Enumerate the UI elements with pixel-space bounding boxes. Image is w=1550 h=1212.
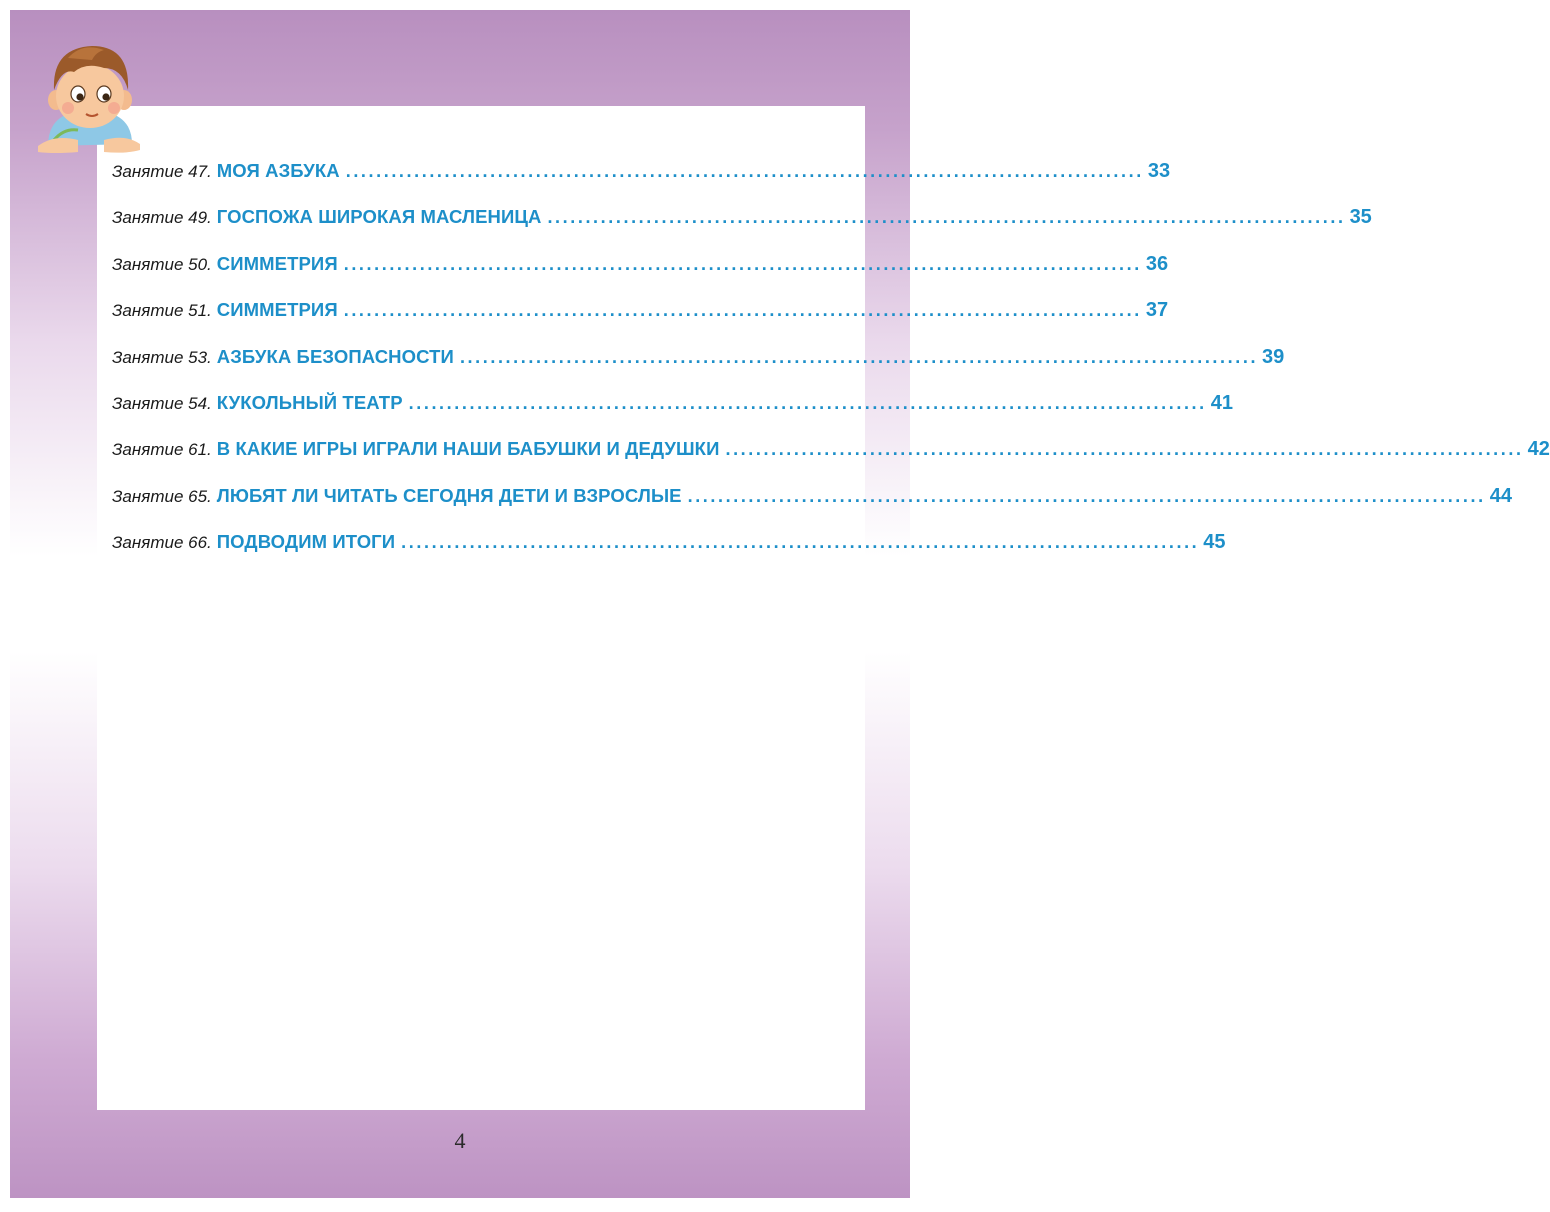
toc-entry[interactable] xyxy=(112,345,1285,392)
toc-entry[interactable] xyxy=(112,252,1169,299)
lesson-number: Занятие 61. xyxy=(112,440,212,460)
lesson-title: ЛЮБЯТ ЛИ ЧИТАТЬ СЕГОДНЯ ДЕТИ И ВЗРОСЛЫЕ xyxy=(216,484,682,506)
page-ref: 36 xyxy=(1145,252,1169,275)
dot-leader: ......................................................................................................... xyxy=(343,253,1142,274)
lesson-number: Занятие 66. xyxy=(112,533,212,553)
table-of-contents xyxy=(112,160,1550,578)
lesson-number: Занятие 54. xyxy=(112,393,212,413)
lesson-title: СИММЕТРИЯ xyxy=(216,252,338,274)
boy-mascot-icon xyxy=(34,38,144,158)
page-ref: 33 xyxy=(1147,160,1171,182)
lesson-title: СИММЕТРИЯ xyxy=(216,299,338,321)
lesson-title: АЗБУКА БЕЗОПАСНОСТИ xyxy=(216,345,454,367)
page-number: 4 xyxy=(454,1128,466,1153)
dot-leader: ......................................................................................................... xyxy=(725,439,1524,460)
page-ref: 45 xyxy=(1203,531,1226,554)
lesson-title: В КАКИЕ ИГРЫ ИГРАЛИ НАШИ БАБУШКИ И ДЕДУШКИ xyxy=(216,438,720,460)
page-ref: 44 xyxy=(1489,484,1512,507)
page-ref: 39 xyxy=(1262,345,1285,368)
lesson-number: Занятие 53. xyxy=(112,347,212,367)
dot-leader: ......................................................................................................... xyxy=(401,532,1200,553)
lesson-title: МОЯ АЗБУКА xyxy=(216,160,340,181)
page-ref: 41 xyxy=(1210,391,1234,414)
lesson-number: Занятие 51. xyxy=(112,301,212,321)
toc-entry[interactable] xyxy=(112,438,1550,484)
toc-entry[interactable] xyxy=(112,391,1234,438)
toc-entry[interactable] xyxy=(112,531,1226,577)
lesson-number: Занятие 47. xyxy=(112,162,212,181)
lesson-number: Занятие 49. xyxy=(112,208,212,228)
toc-entry[interactable] xyxy=(112,160,1171,206)
toc-entry[interactable] xyxy=(112,484,1512,531)
page-ref: 35 xyxy=(1349,206,1372,229)
toc-entry[interactable] xyxy=(112,206,1372,252)
lesson-number: Занятие 50. xyxy=(112,254,212,274)
dot-leader: ......................................................................................................... xyxy=(408,392,1207,413)
dot-leader: ......................................................................................................... xyxy=(687,485,1486,506)
page-ref: 42 xyxy=(1527,438,1550,461)
dot-leader: ......................................................................................................... xyxy=(343,300,1142,321)
dot-leader: ......................................................................................................... xyxy=(459,346,1259,367)
dot-leader: ......................................................................................................... xyxy=(547,207,1346,228)
dot-leader: ......................................................................................................... xyxy=(345,161,1144,181)
lesson-title: КУКОЛЬНЫЙ ТЕАТР xyxy=(216,391,403,413)
lesson-number: Занятие 65. xyxy=(112,486,212,506)
toc-entry[interactable] xyxy=(112,299,1169,345)
lesson-title: ГОСПОЖА ШИРОКАЯ МАСЛЕНИЦА xyxy=(216,206,542,228)
lesson-title: ПОДВОДИМ ИТОГИ xyxy=(216,531,396,553)
page-ref: 37 xyxy=(1145,299,1169,322)
